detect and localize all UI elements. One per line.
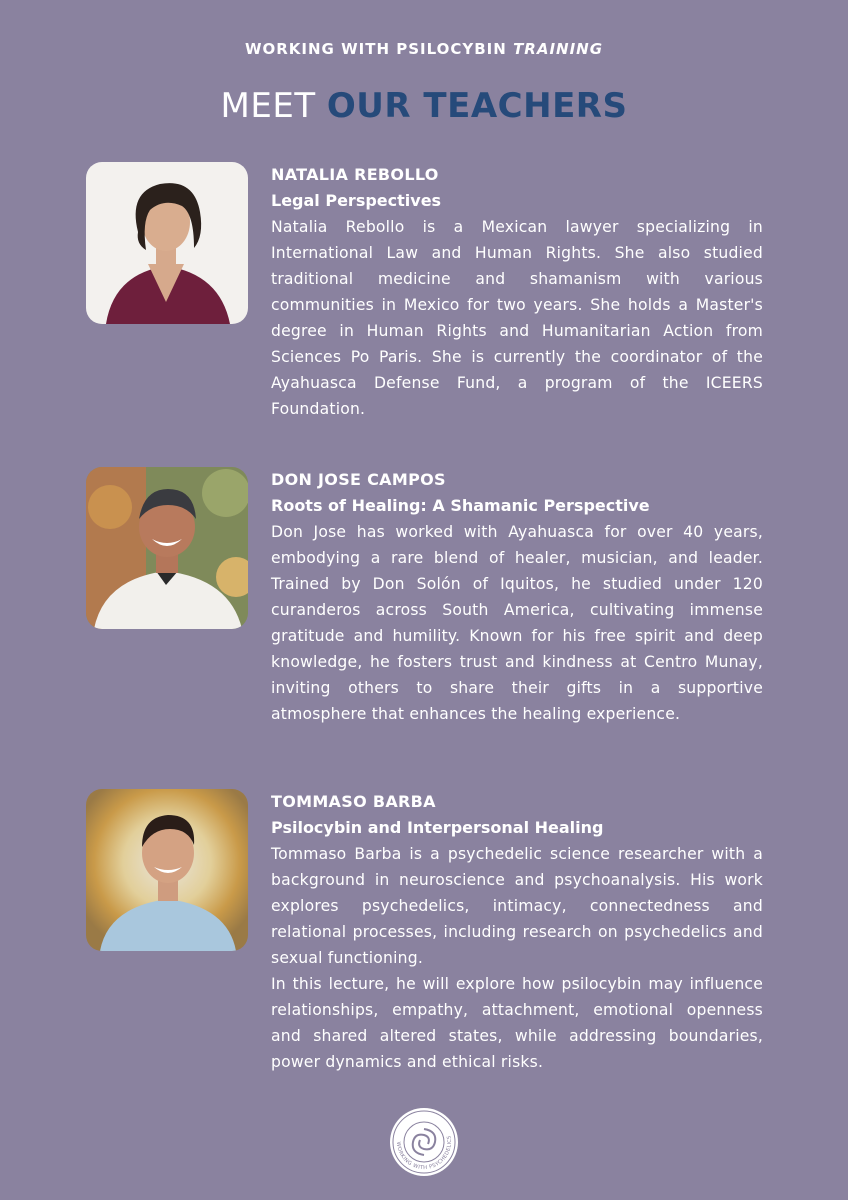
teacher-topic: Legal Perspectives [271,191,442,210]
teacher-name: DON JOSE CAMPOS [271,470,446,489]
teacher-photo-barba [86,789,248,951]
logo-ring-text: WORKING WITH PSYCHEDELICS [394,1134,454,1172]
teacher-topic: Psilocybin and Interpersonal Healing [271,818,604,837]
kicker-main: WORKING WITH PSILOCYBIN [244,40,507,58]
teacher-name: TOMMASO BARBA [271,792,436,811]
teacher-text-barba [271,789,763,1075]
teacher-bio: Natalia Rebollo is a Mexican lawyer specializing in International Law and Human Rights. She also studied traditional medicine and shamanism with various communities in Mexico for two years. She holds a Master's degree in Human Rights and Humanitarian Action from Sciences Po Paris. She is currently the coordinator of the Ayahuasca Defense Fund, a program of the ICEERS Foundation. [271,218,763,418]
training-kicker [0,40,848,58]
teacher-photo-rebollo [86,162,248,324]
kicker-italic: TRAINING [513,40,604,58]
teacher-bio: Tommaso Barba is a psychedelic science researcher with a background in neuroscience and psychoanalysis. His work explores psychedelics, intimacy, connectedness and relational processes, including research on psychedelics and sexual functioning. [271,845,763,967]
page-title [0,86,848,126]
title-bold: OUR TEACHERS [326,86,628,126]
teacher-photo-campos [86,467,248,629]
teacher-bio: Don Jose has worked with Ayahuasca for over 40 years, embodying a rare blend of healer, musician, and leader. Trained by Don Solón of Iquitos, he studied under 120 curanderos across South America, cultivating immense gratitude and humility. Known for his free spirit and deep knowledge, he fosters trust and kindness at Centro Munay, inviting others to share their gifts in a supportive atmosphere that enhances the healing experience. [271,523,763,723]
teacher-name: NATALIA REBOLLO [271,165,439,184]
title-light: MEET [220,86,316,126]
organization-logo [389,1107,459,1177]
spiral-logo-icon [389,1107,459,1177]
teacher-text-rebollo [271,162,763,422]
teacher-bio-lecture: In this lecture, he will explore how psilocybin may influence relationships, empathy, attachment, emotional openness and shared altered states, while addressing boundaries, power dynamics and ethical risks. [271,975,763,1071]
teacher-topic: Roots of Healing: A Shamanic Perspective [271,496,650,515]
teacher-text-campos [271,467,763,727]
